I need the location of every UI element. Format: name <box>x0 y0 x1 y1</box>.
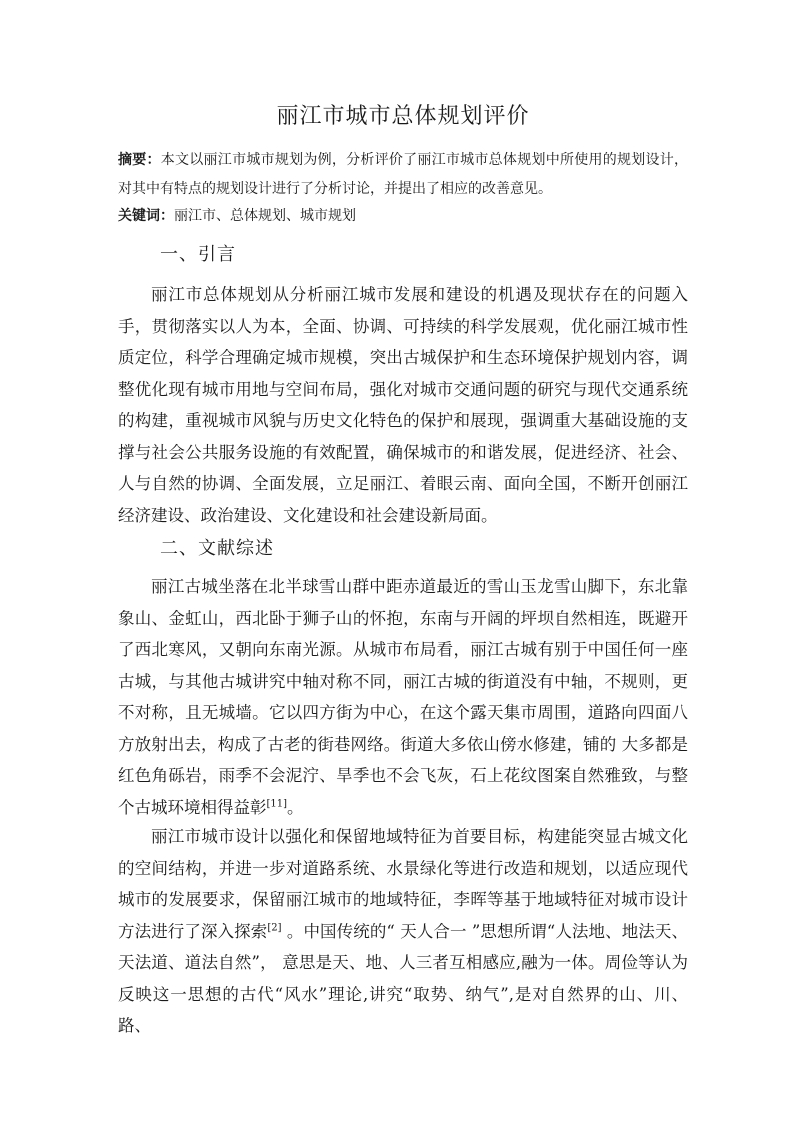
keywords-label: 关键词： <box>118 208 174 224</box>
abstract-label: 摘要： <box>118 152 161 168</box>
citation-marker: [2] <box>267 922 282 933</box>
abstract-text: 本文以丽江市城市规划为例，分析评价了丽江市城市总体规划中所使用的规划设计，对其中有特点的规划设计进行了分析讨论，并提出了相应的改善意见。 <box>118 152 689 197</box>
paragraph-text: 丽江市城市设计以强化和保留地域特征为首要目标，构建能突显古城文化的空间结构，并进一步对道路系统、水景绿化等进行改造和规划，以适应现代城市的发展要求，保留丽江城市的地域特征，李晖等基于地域特征对城市设计方法进行了深入探索 <box>118 827 688 941</box>
paragraph <box>118 821 688 1042</box>
section-heading-introduction: 一、引言 <box>160 244 236 265</box>
paragraph-text: 丽江古城坐落在北半球雪山群中距赤道最近的雪山玉龙雪山脚下，东北靠象山、金虹山，西北卧于狮子山的怀抱，东南与开阔的坪坝自然相连，既避开了西北寒风，又朝向东南光源。从城市布局看，丽江古城有别于中国任何一座古城，与其他古城讲究中轴对称不同，丽江古城的街道没有中轴，不规则，更 不对称，且无城墙。它以四方街为中心，在这个露天集市周围，道路向四面八方放射出去，构成了古老的街巷网络。街道大多依山傍水修建，铺的 大多都是红色角砾岩，雨季不会泥泞、旱季也不会飞灰，石上花纹图案自然雅致，与整个古城环境相得益彰 <box>118 577 688 817</box>
paragraph-text-end: 。 <box>287 797 304 817</box>
paragraph-text-end: 。中国传统的“ 天人合一 ”思想所谓“人法地、地法天、天法道、道法自然”， 意思是天、地、人三者互相感应,融为一体。周俭等认为反映这一思想的古代“风水”理论,讲究“取势、纳气”,是对自然界的山、川、路、 <box>118 921 688 1035</box>
citation-marker: [11] <box>266 798 288 809</box>
paragraph <box>118 279 688 531</box>
paragraph-text: 丽江市总体规划从分析丽江城市发展和建设的机遇及现状存在的问题入手，贯彻落实以人为本，全面、协调、可持续的科学发展观，优化丽江城市性质定位，科学合理确定城市规模，突出古城保护和生态环境保护规划内容，调整优化现有城市用地与空间布局，强化对城市交通问题的研究与现代交通系统的构建，重视城市风貌与历史文化特色的保护和展现，强调重大基础设施的支撑与社会公共服务设施的有效配置，确保城市的和谐发展，促进经济、社会、人与自然的协调、全面发展，立足丽江、着眼云南、面向全国，不断开创丽江经济建设、政治建设、文化建设和社会建设新局面。 <box>118 285 688 525</box>
section-heading-literature-review: 二、文献综述 <box>160 538 274 559</box>
paragraph <box>118 571 688 823</box>
page-title: 丽江市城市总体规划评价 <box>276 104 530 129</box>
abstract <box>118 146 688 204</box>
keywords-text: 丽江市、总体规划、城市规划 <box>174 208 356 224</box>
keywords <box>118 205 688 227</box>
